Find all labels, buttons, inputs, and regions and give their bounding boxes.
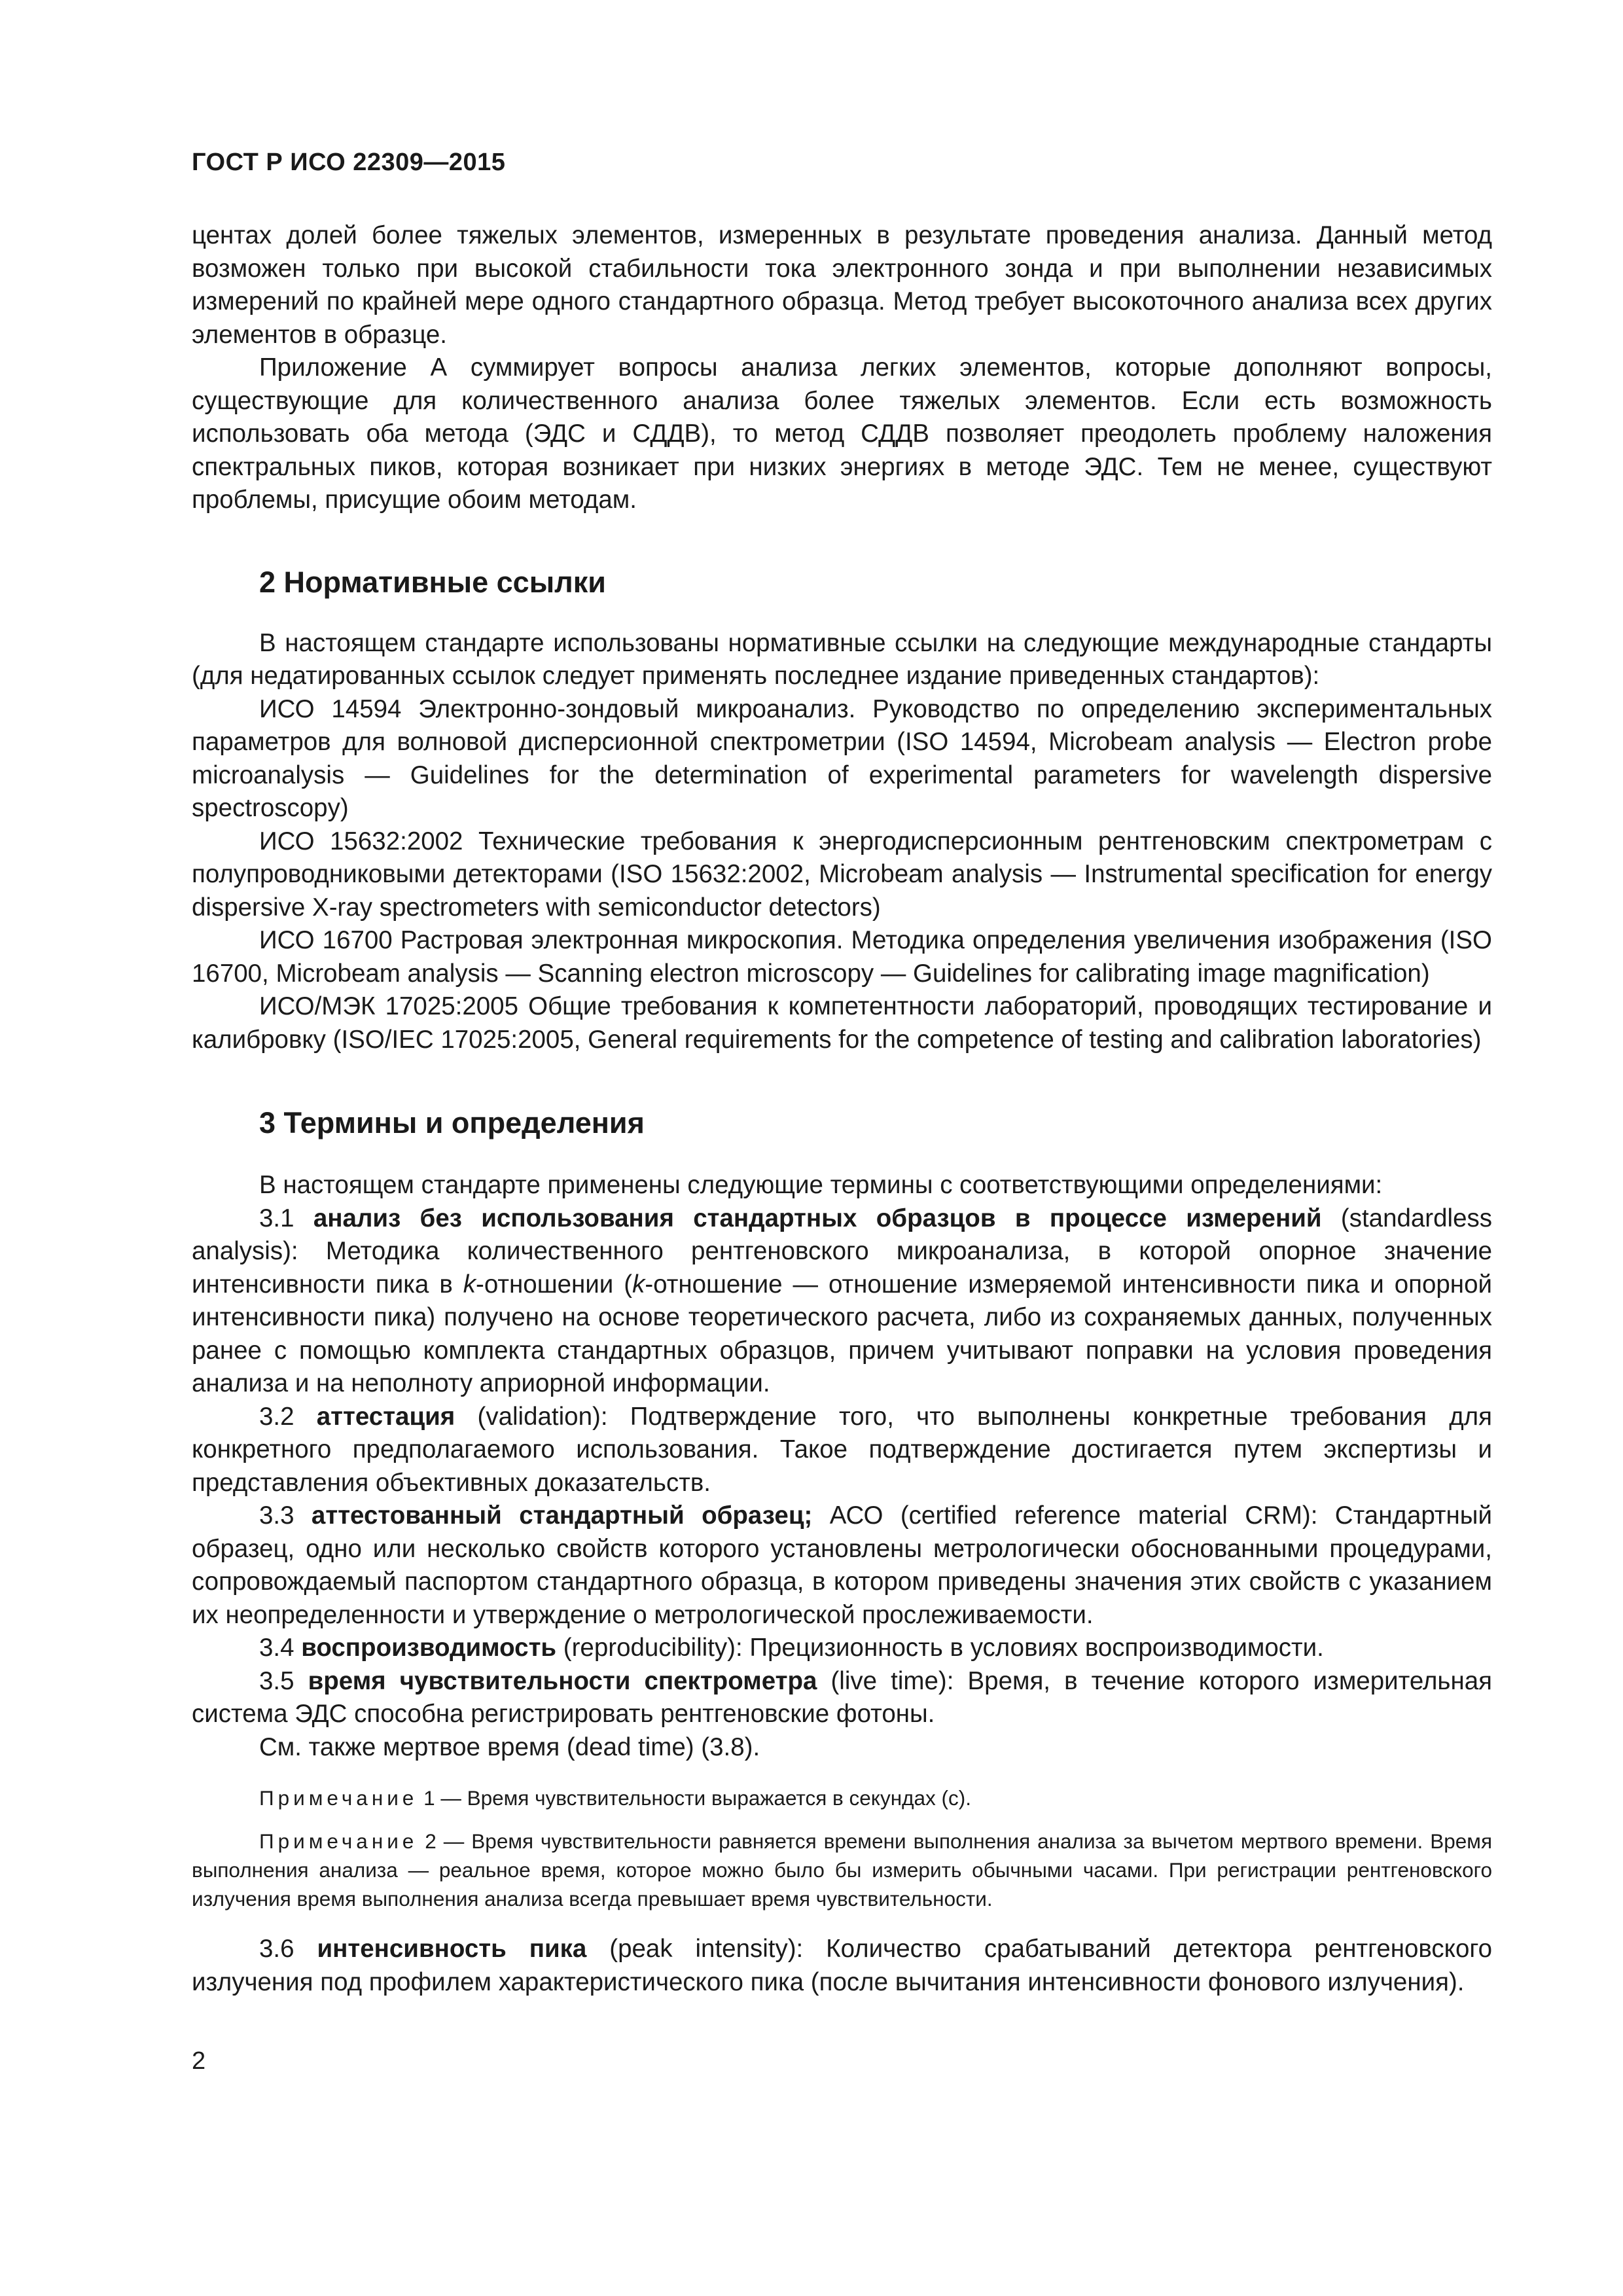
intro-paragraph-2: Приложение А суммирует вопросы анализа легких элементов, которые дополняют вопросы, существующие для количественного анализа более тяжелых элементов. Если есть возможность использовать оба метода (ЭДС и СДДВ), то метод СДДВ позволяет преодолеть проблему наложения спектральных пиков, которая возникает при низких энергиях в методе ЭДС. Тем не менее, существуют проблемы, присущие обоим методам. — [192, 353, 1492, 514]
note-label: Примечание — [259, 1829, 418, 1853]
k-symbol: k — [463, 1270, 476, 1299]
term-title: аттестованный стандартный образец; — [311, 1501, 813, 1530]
term-definition: -отношении ( — [476, 1270, 633, 1299]
term-title: аттестация — [316, 1402, 455, 1431]
term-definition: (live time): Время, в течение которого измерительная система ЭДС способна регистрировать рентгеновские фотоны. — [192, 1666, 1493, 1728]
k-symbol: k — [632, 1270, 645, 1299]
section-3-heading: 3 Термины и определения — [259, 1106, 645, 1139]
page-content — [192, 219, 1492, 1999]
note-text: 2 — Время чувствительности равняется времени выполнения анализа за вычетом мертвого времени. Время выполнения анализа — реальное время, которое можно было бы измерить обычными часами. При регистрации рентгеновского излучения время выполнения анализа всегда превышает время чувствительности. — [192, 1829, 1492, 1910]
term-title: воспроизводимость — [301, 1634, 557, 1662]
term-number: 3.5 — [259, 1666, 308, 1695]
term-definition: (standardless analysis): Методика количественного рентгеновского микроанализа, в которой опорное значение интенсивности пика в — [192, 1204, 1493, 1299]
reference-iso-14594: ИСО 14594 Электронно-зондовый микроанализ. Руководство по определению экспериментальных параметров для волновой дисперсионной спектрометрии (ISO 14594, Microbeam analysis — Electron probe microanalysis — Guidelines for the determination of experimental parameters for wavelength dispersive spectroscopy) — [192, 694, 1492, 822]
note-2 — [192, 1827, 1492, 1913]
term-number: 3.4 — [259, 1634, 302, 1662]
page-number: 2 — [192, 2047, 206, 2075]
term-definition: (validation): Подтверждение того, что выполнены конкретные требования для конкретного предполагаемого использования. Такое подтверждение достигается путем экспертизы и представления объективных доказательств. — [192, 1402, 1492, 1497]
term-definition: АСО (certified reference material CRM): Стандартный образец, одно или несколько свойств которого установлены метрологически обоснованными процедурами, сопровождаемый паспортом стандартного образца, в котором приведены значения этих свойств с указанием их неопределенности и утверждение о метрологической прослеживаемости. — [192, 1501, 1492, 1629]
term-definition: (peak intensity): Количество срабатываний детектора рентгеновского излучения под профилем характеристического пика (после вычитания интенсивности фонового излучения). — [192, 1935, 1492, 1996]
term-definition: -отношение — отношение измеряемой интенсивности пика и опорной интенсивности пика) получено на основе теоретического расчета, либо из сохраняемых данных, полученных ранее с помощью комплекта стандартных образцов, причем учитывают поправки на условия проведения анализа и на неполноту априорной информации. — [192, 1270, 1492, 1397]
reference-iso-16700: ИСО 16700 Растровая электронная микроскопия. Методика определения увеличения изображения (ISO 16700, Microbeam analysis — Scanning electron microscopy — Guidelines for calibrating image magnification) — [192, 926, 1492, 988]
term-number: 3.1 — [259, 1204, 313, 1232]
reference-iso-iec-17025: ИСО/МЭК 17025:2005 Общие требования к компетентности лабораторий, проводящих тестирование и калибровку (ISO/IEC 17025:2005, General requirements for the competence of testing and calibration laboratories) — [192, 992, 1492, 1054]
term-title: интенсивность пика — [317, 1935, 587, 1963]
section-2-intro: В настоящем стандарте использованы нормативные ссылки на следующие международные стандарты (для недатированных ссылок следует применять последнее издание приведенных стандартов): — [192, 628, 1492, 690]
term-3-1 — [192, 1202, 1492, 1401]
term-definition: (reproducibility): Прецизионность в условиях воспроизводимости. — [556, 1634, 1324, 1662]
term-3-4 — [192, 1632, 1492, 1665]
term-number: 3.3 — [259, 1501, 312, 1530]
term-title: анализ без использования стандартных образцов в процессе измерений — [313, 1204, 1322, 1232]
note-text: 1 — Время чувствительности выражается в секундах (с). — [418, 1786, 971, 1810]
term-number: 3.2 — [259, 1402, 317, 1431]
term-number: 3.6 — [259, 1935, 317, 1963]
term-3-5 — [192, 1665, 1492, 1731]
standard-header: ГОСТ Р ИСО 22309—2015 — [192, 149, 506, 176]
note-1 — [192, 1784, 1492, 1812]
section-2-heading: 2 Нормативные ссылки — [259, 565, 606, 599]
term-3-5-see-also: См. также мертвое время (dead time) (3.8). — [259, 1732, 760, 1761]
term-3-2 — [192, 1401, 1492, 1500]
term-3-3 — [192, 1499, 1492, 1632]
intro-paragraph-1: центах долей более тяжелых элементов, измеренных в результате проведения анализа. Данный метод возможен только при высокой стабильности тока электронного зонда и при выполнении независимых измерений по крайней мере одного стандартного образца. Метод требует высокоточного анализа всех других элементов в образце. — [192, 221, 1492, 349]
section-3-intro: В настоящем стандарте применены следующие термины с соответствующими определениями: — [259, 1171, 1383, 1199]
term-title: время чувствительности спектрометра — [308, 1666, 817, 1695]
reference-iso-15632: ИСО 15632:2002 Технические требования к энергодисперсионным рентгеновским спектрометрам с полупроводниковыми детекторами (ISO 15632:2002, Microbeam analysis — Instrumental specification for energy dispersive X-ray spectrometers with semiconductor detectors) — [192, 827, 1492, 922]
note-label: Примечание — [259, 1786, 418, 1810]
term-3-6 — [192, 1933, 1492, 1999]
